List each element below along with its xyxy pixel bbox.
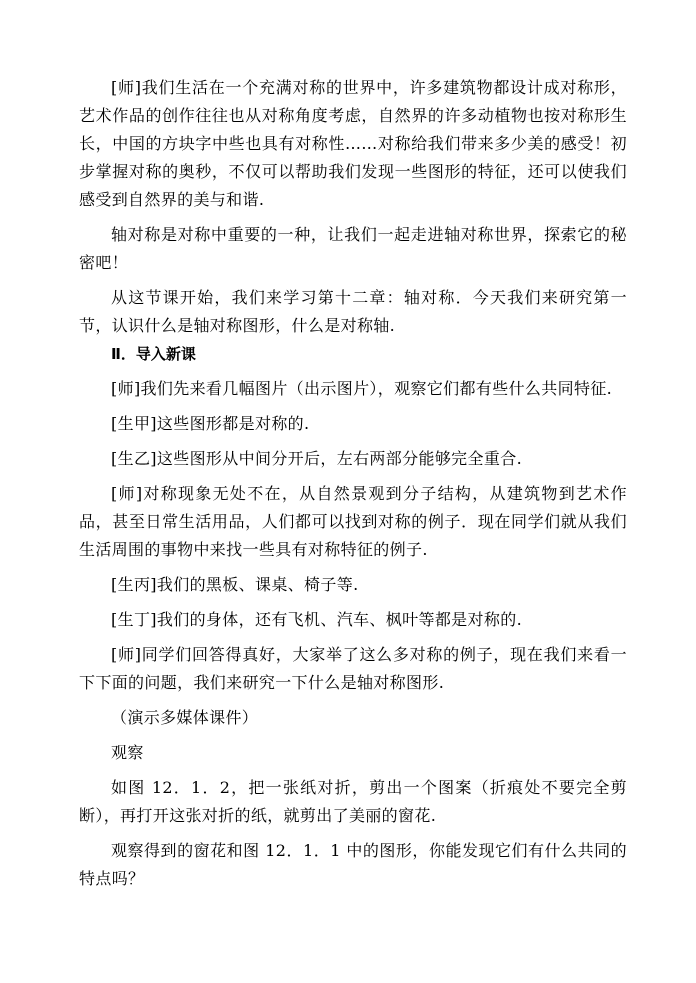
figure-instruction: 如图 12．1．2，把一张纸对折，剪出一个图案（折痕处不要完全剪断），再打开这张对折的纸，就剪出了美丽的窗花. bbox=[79, 778, 627, 825]
intro-paragraph-3: 从这节课开始，我们来学习第十二章：轴对称．今天我们来研究第一节，认识什么是轴对称图形，什么是对称轴. bbox=[79, 288, 627, 335]
document-page bbox=[79, 74, 627, 900]
observation-question: 观察得到的窗花和图 12．1．1 中的图形，你能发现它们有什么共同的特点吗？ bbox=[79, 841, 627, 888]
intro-paragraph-2: 轴对称是对称中重要的一种，让我们一起走进轴对称世界，探索它的秘密吧！ bbox=[79, 225, 627, 272]
dialogue-line-7: [师]同学们回答得真好，大家举了这么多对称的例子，现在我们来看一下下面的问题，我们来研究一下什么是轴对称图形. bbox=[79, 645, 627, 692]
dialogue-line-6: [生丁]我们的身体，还有飞机、汽车、枫叶等都是对称的. bbox=[111, 610, 523, 629]
intro-paragraph-1: [师]我们生活在一个充满对称的世界中，许多建筑物都设计成对称形，艺术作品的创作往往也从对称角度考虑，自然界的许多动植物也按对称形生长，中国的方块字中些也具有对称性……对称给我们带来多少美的感受！初步掌握对称的奥秒，不仅可以帮助我们发现一些图形的特征，还可以使我们感受到自然界的美与和谐. bbox=[79, 78, 627, 209]
dialogue-line-1: [师]我们先来看几幅图片（出示图片），观察它们都有些什么共同特征. bbox=[111, 379, 613, 398]
dialogue-line-3: [生乙]这些图形从中间分开后，左右两部分能够完全重合. bbox=[111, 449, 523, 468]
multimedia-note: （演示多媒体课件） bbox=[111, 708, 259, 727]
dialogue-line-2: [生甲]这些图形都是对称的. bbox=[111, 414, 310, 433]
section-heading: Ⅱ．导入新课 bbox=[111, 345, 196, 363]
dialogue-line-4: [师]对称现象无处不在，从自然景观到分子结构，从建筑物到艺术作品，甚至日常生活用品，人们都可以找到对称的例子．现在同学们就从我们生活周围的事物中来找一些具有对称特征的例子. bbox=[79, 484, 627, 559]
dialogue-line-5: [生丙]我们的黑板、课桌、椅子等. bbox=[111, 575, 359, 594]
observe-label: 观察 bbox=[111, 743, 144, 762]
